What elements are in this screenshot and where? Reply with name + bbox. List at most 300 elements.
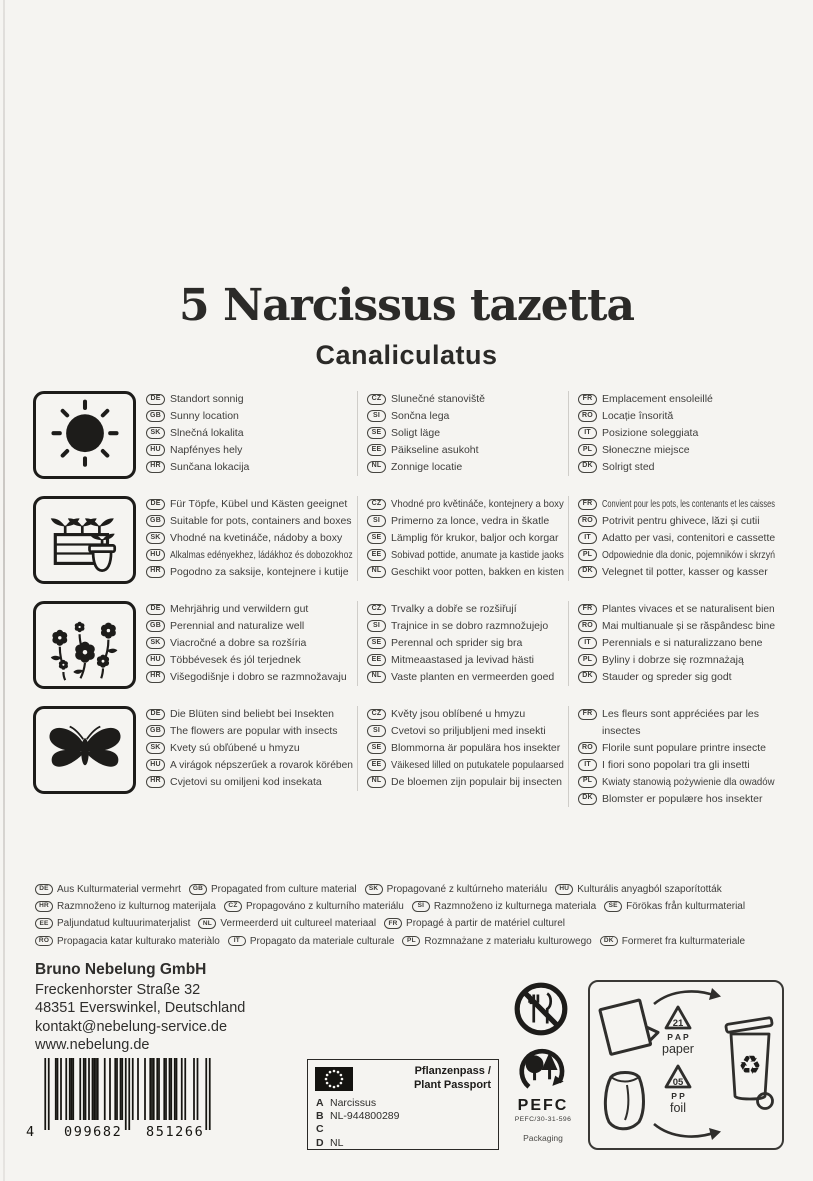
propagation-entry [224, 900, 404, 914]
country-code-badge: GB [146, 725, 165, 737]
entry-text: Razmnoženo iz kulturnega materiala [433, 901, 597, 913]
propagation-entry [384, 917, 565, 931]
country-code-badge: SI [412, 901, 430, 912]
propagation-entry [35, 900, 216, 914]
entry-text: Cvetovi so priljubljeni med insekti [391, 724, 546, 737]
country-code-badge: EE [367, 444, 386, 456]
entry-text: Für Töpfe, Kübel und Kästen geeignet [170, 498, 348, 510]
flowers-icon [33, 601, 136, 689]
pefc-name: PEFC [517, 1097, 569, 1114]
country-code-badge: GB [189, 884, 207, 895]
planter-icon [33, 496, 136, 584]
passport-row-value: NL-944800289 [330, 1110, 400, 1123]
language-entry [367, 425, 564, 442]
entry-text: Blommorna är populära hos insekter [391, 741, 561, 754]
passport-row [316, 1123, 490, 1136]
language-entry [146, 740, 353, 757]
language-entry [367, 391, 564, 408]
passport-row [316, 1137, 490, 1150]
entry-text: Cvjetovi su omiljeni kod insekata [170, 775, 322, 788]
country-code-badge: DK [578, 671, 597, 683]
company-block [35, 961, 245, 1055]
not-for-consumption-icon [512, 980, 570, 1043]
language-entry [367, 564, 564, 581]
eu-flag-icon [315, 1067, 353, 1091]
entry-text: Pogodno za saksije, kontejnere i kutije [170, 565, 349, 578]
company-street: Freckenhorster Straße 32 [35, 981, 201, 998]
language-entry [146, 618, 353, 635]
info-column [568, 601, 779, 686]
entry-text: Stauder og spreder sig godt [602, 670, 732, 683]
propagation-entry [35, 917, 190, 931]
country-code-badge: IT [578, 427, 597, 439]
pp-material: foil [670, 1101, 686, 1115]
language-entry [146, 391, 353, 408]
propagation-entry [35, 883, 181, 897]
entry-text: Solrigt sted [602, 460, 655, 473]
entry-text: Alkalmas edényekhez, ládákhoz és dobozokhoz [170, 548, 353, 561]
entry-text: Adatto per vasi, contenitori e cassette [602, 531, 776, 544]
language-entry [146, 635, 353, 652]
passport-row-value: NL [330, 1136, 344, 1149]
country-code-badge: NL [198, 918, 216, 929]
language-entry [578, 564, 775, 581]
country-code-badge: SI [367, 620, 386, 632]
product-variety: Canaliculatus [315, 340, 498, 370]
entry-text: Razmnoženo iz kulturnog materijala [57, 901, 216, 913]
info-column [568, 496, 779, 581]
country-code-badge: SK [365, 884, 383, 895]
entry-text: Slnečná lokalita [170, 426, 244, 439]
propagation-entry [35, 935, 220, 949]
entry-text: Trajnice in se dobro razmnožujejo [391, 619, 549, 632]
entry-text: Locație însorită [602, 409, 674, 422]
info-column [146, 391, 357, 476]
language-entry [578, 513, 775, 530]
pefc-logo-icon [506, 1044, 580, 1099]
propagation-entry [412, 900, 596, 914]
country-code-badge: CZ [367, 394, 386, 406]
entry-text: Kvety sú obľúbené u hmyzu [170, 741, 300, 754]
language-entry [146, 669, 353, 686]
info-row [33, 601, 785, 689]
country-code-badge: DK [578, 566, 597, 578]
country-code-badge: SK [146, 637, 165, 649]
entry-text: Propagated from culture material [210, 884, 357, 895]
entry-text: Propagé à partir de matériel culturel [406, 918, 566, 930]
language-entry [367, 757, 564, 774]
language-entry [146, 601, 353, 618]
entry-text: Trvalky a dobře se rozšiřují [391, 603, 517, 615]
language-entry [578, 601, 775, 618]
passport-row-value: Narcissus [330, 1097, 377, 1109]
info-column [357, 496, 568, 581]
propagation-entry [198, 917, 376, 931]
entry-text: Primerno za lonce, vedra in škatle [391, 514, 550, 527]
language-entry [578, 496, 775, 513]
entry-text: Byliny i dobrze się rozmnażają [602, 653, 744, 666]
propagation-line [35, 883, 783, 900]
country-code-badge: FR [578, 499, 597, 511]
country-code-badge: HU [555, 884, 573, 895]
language-entry [146, 757, 353, 774]
pap-number: 21 [672, 1018, 684, 1029]
country-code-badge: EE [367, 654, 386, 666]
entry-text: Formeret fra kulturmateriale [621, 935, 746, 947]
language-entry [578, 425, 775, 442]
country-code-badge: DK [578, 793, 597, 805]
language-entry [367, 513, 564, 530]
country-code-badge: HU [146, 549, 165, 561]
language-entry [146, 530, 353, 547]
country-code-badge: HR [35, 901, 53, 912]
country-code-badge: PL [578, 444, 597, 456]
info-column [146, 496, 357, 581]
country-code-badge: HR [146, 776, 165, 788]
language-entry [578, 547, 775, 564]
language-entry [367, 723, 564, 740]
entry-text: Mai multianuale și se răspândesc bine [602, 619, 776, 632]
language-entry [367, 618, 564, 635]
entry-text: Sobivad pottide, anumate ja kastide jaoks [391, 548, 564, 561]
country-code-badge: DE [35, 884, 53, 895]
entry-text: Mehrjährig und verwildern gut [170, 603, 309, 615]
language-entry [367, 652, 564, 669]
entry-text: Propagacia katar kulturako materiàlo [57, 935, 220, 947]
language-entry [367, 408, 564, 425]
language-entry [146, 442, 353, 459]
country-code-badge: HR [146, 461, 165, 473]
language-entry [578, 652, 775, 669]
entry-text: The flowers are popular with insects [170, 724, 338, 737]
entry-text: Květy jsou oblíbené u hmyzu [391, 708, 526, 720]
pp-number: 05 [672, 1077, 684, 1088]
entry-text: Velegnet til potter, kasser og kasser [602, 565, 768, 578]
propagation-entry [604, 900, 745, 914]
entry-text: Die Blüten sind beliebt bei Insekten [170, 708, 335, 720]
entry-text: Paljundatud kultuurimaterjalist [57, 918, 191, 930]
country-code-badge: FR [384, 918, 402, 929]
country-code-badge: IT [578, 759, 597, 771]
country-code-badge: FR [578, 604, 597, 616]
language-entry [146, 706, 353, 723]
country-code-badge: EE [35, 918, 53, 929]
country-code-badge: RO [578, 515, 597, 527]
entry-text: Convient pour les pots, les contenants et les caisses [602, 498, 775, 510]
entry-text: Florile sunt populare printre insecte [602, 741, 767, 754]
language-entry [578, 391, 775, 408]
info-column [357, 601, 568, 686]
passport-row [316, 1097, 490, 1110]
company-name: Bruno Nebelung GmbH [35, 961, 207, 978]
entry-text: Vhodné na kvetináče, nádoby a boxy [170, 531, 343, 544]
propagation-line [35, 900, 783, 917]
country-code-badge: SK [146, 427, 165, 439]
country-code-badge: SI [367, 410, 386, 422]
country-code-badge: EE [367, 759, 386, 771]
entry-text: Päikseline asukoht [391, 443, 479, 456]
entry-text: Sunčana lokacija [170, 460, 250, 473]
propagation-entry [189, 883, 357, 897]
info-column [357, 391, 568, 476]
info-row [33, 706, 785, 807]
passport-row-label: A [316, 1097, 324, 1109]
entry-text: Posizione soleggiata [602, 426, 699, 439]
product-title: 5 Narcissus tazetta [179, 280, 634, 331]
pp-code: P P [671, 1091, 685, 1101]
country-code-badge: DE [146, 499, 165, 511]
propagation-section [35, 883, 783, 952]
country-code-badge: SE [604, 901, 622, 912]
country-code-badge: PL [578, 654, 597, 666]
country-code-badge: HU [146, 444, 165, 456]
info-column [146, 706, 357, 791]
entry-text: Perennal och sprider sig bra [391, 636, 523, 649]
passport-rows [316, 1097, 490, 1150]
country-code-badge: NL [367, 461, 386, 473]
language-entry [146, 723, 353, 740]
barcode-digit-group: 4 [26, 1124, 36, 1140]
country-code-badge: PL [402, 936, 420, 947]
language-entry [367, 496, 564, 513]
entry-text: Soligt läge [391, 426, 441, 439]
country-code-badge: SE [367, 532, 386, 544]
language-entry [578, 706, 775, 740]
entry-text: Sunny location [170, 409, 239, 422]
country-code-badge: SE [367, 427, 386, 439]
entry-text: A virágok népszerűek a rovarok körében [170, 758, 353, 771]
country-code-badge: DE [146, 604, 165, 616]
entry-text: Vaste planten en vermeerden goed [391, 670, 555, 683]
language-entry [146, 774, 353, 791]
country-code-badge: GB [146, 410, 165, 422]
pap-code: P A P [667, 1032, 689, 1042]
propagation-line [35, 917, 783, 934]
entry-text: Mitmeaastased ja levivad hästi [391, 653, 534, 666]
country-code-badge: DK [578, 461, 597, 473]
entry-text: Kulturális anyagból szaporították [577, 884, 722, 895]
language-entry [367, 601, 564, 618]
language-entry [578, 757, 775, 774]
country-code-badge: CZ [367, 499, 386, 511]
language-entry [367, 530, 564, 547]
country-code-badge: IT [228, 936, 246, 947]
country-code-badge: NL [367, 671, 386, 683]
country-code-badge: HU [146, 759, 165, 771]
info-column [357, 706, 568, 791]
country-code-badge: DE [146, 709, 165, 721]
country-code-badge: HR [146, 671, 165, 683]
country-code-badge: IT [578, 637, 597, 649]
foil-bag-icon [605, 1073, 643, 1129]
passport-row-label: D [316, 1136, 324, 1149]
language-entry [146, 547, 353, 564]
propagation-entry [228, 935, 395, 949]
propagation-line [35, 935, 783, 952]
country-code-badge: SE [367, 637, 386, 649]
country-code-badge: EE [367, 549, 386, 561]
barcode-digit-group: 099682 [64, 1124, 123, 1140]
barcode-digit-group: 851266 [146, 1124, 205, 1140]
country-code-badge: RO [578, 620, 597, 632]
info-column [568, 706, 779, 807]
language-entry [367, 442, 564, 459]
country-code-badge: DK [600, 936, 618, 947]
language-entry [578, 530, 775, 547]
propagation-entry [402, 935, 591, 949]
entry-text: Standort sonnig [170, 393, 244, 405]
country-code-badge: CZ [367, 604, 386, 616]
country-code-badge: NL [367, 776, 386, 788]
info-rows [33, 391, 785, 824]
country-code-badge: IT [578, 532, 597, 544]
entry-text: Väikesed lilled on putukatele populaarsed [391, 758, 564, 771]
entry-text: Sončna lega [391, 409, 450, 422]
propagation-entry [365, 883, 548, 897]
country-code-badge: RO [578, 742, 597, 754]
passport-row-label: C [316, 1123, 324, 1136]
entry-text: Blomster er populære hos insekter [602, 792, 763, 805]
language-entry [146, 425, 353, 442]
language-entry [578, 740, 775, 757]
ean-barcode [26, 1058, 226, 1150]
language-entry [578, 669, 775, 686]
propagation-entry [600, 935, 745, 949]
country-code-badge: GB [146, 620, 165, 632]
entry-text: Propagato da materiale culturale [249, 935, 395, 947]
entry-text: Potrivit pentru ghivece, lăzi și cutii [602, 514, 760, 527]
entry-text: Propagováno z kulturního materiálu [245, 901, 404, 913]
entry-text: Többévesek és jól terjednek [170, 653, 301, 666]
language-entry [578, 618, 775, 635]
entry-text: Geschikt voor potten, bakken en kisten [391, 565, 564, 578]
wheelie-bin-icon [726, 1017, 773, 1108]
company-website: www.nebelung.de [35, 1037, 150, 1054]
info-column [568, 391, 779, 476]
language-entry [146, 652, 353, 669]
entry-text: Lämplig för krukor, baljor och korgar [391, 531, 559, 544]
language-entry [146, 513, 353, 530]
info-row [33, 496, 785, 584]
language-entry [367, 547, 564, 564]
passport-row [316, 1110, 490, 1123]
barcode-bars [44, 1058, 211, 1132]
language-entry [146, 408, 353, 425]
country-code-badge: SI [367, 515, 386, 527]
entry-text: Odpowiednie dla donic, pojemników i skrzyń [602, 548, 776, 561]
entry-text: Napfényes hely [170, 443, 243, 456]
language-entry [146, 564, 353, 581]
entry-text: I fiori sono popolari tra gli insetti [602, 758, 750, 771]
entry-text: Förökas från kulturmaterial [626, 901, 746, 913]
pefc-note: Packaging [523, 1133, 563, 1143]
entry-text: Propagované z kultúrneho materiálu [386, 884, 548, 895]
entry-text: Višegodišnje i dobro se razmnožavaju [170, 670, 347, 683]
company-city: 48351 Everswinkel, Deutschland [35, 1000, 246, 1017]
language-entry [367, 774, 564, 791]
country-code-badge: GB [146, 515, 165, 527]
language-entry [578, 791, 775, 808]
country-code-badge: NL [367, 566, 386, 578]
company-email: kontakt@nebelung-service.de [35, 1018, 228, 1035]
language-entry [146, 459, 353, 476]
language-entry [367, 459, 564, 476]
paper-sheet-icon [600, 997, 661, 1054]
sun-icon [33, 391, 136, 479]
entry-text: Zonnige locatie [391, 460, 463, 473]
entry-text: Kwiaty stanowią pożywienie dla owadów [602, 775, 775, 788]
entry-text: Perennials e si naturalizzano bene [602, 636, 763, 649]
country-code-badge: HU [146, 654, 165, 666]
entry-text: Slunečné stanoviště [391, 393, 485, 405]
entry-text: Suitable for pots, containers and boxes [170, 514, 352, 527]
passport-title-de: Pflanzenpass / [414, 1065, 491, 1077]
entry-text: Vermeerderd uit cultureel materiaal [220, 918, 377, 930]
info-row [33, 391, 785, 479]
country-code-badge: CZ [224, 901, 242, 912]
country-code-badge: SK [146, 532, 165, 544]
butterfly-icon [33, 706, 136, 794]
entry-text: Plantes vivaces et se naturalisent bien [602, 603, 775, 615]
entry-text: De bloemen zijn populair bij insecten [391, 775, 563, 788]
country-code-badge: RO [578, 410, 597, 422]
language-entry [146, 496, 353, 513]
country-code-badge: SE [367, 742, 386, 754]
country-code-badge: PL [578, 549, 597, 561]
country-code-badge: RO [35, 936, 53, 947]
country-code-badge: DE [146, 394, 165, 406]
passport-row-label: B [316, 1110, 324, 1123]
entry-text: Les fleurs sont appréciées par les insectes [602, 708, 760, 737]
entry-text: Aus Kulturmaterial vermehrt [57, 884, 181, 895]
pefc-certification [506, 1044, 580, 1143]
svg-text:♻: ♻ [738, 1051, 762, 1081]
country-code-badge: SI [367, 725, 386, 737]
entry-text: Vhodné pro květináče, kontejnery a boxy [391, 498, 564, 510]
recycle-arrow-bottom-icon [654, 1124, 721, 1140]
country-code-badge: FR [578, 394, 597, 406]
pefc-code: PEFC/30-31-596 [514, 1116, 572, 1123]
entry-text: Perennial and naturalize well [170, 619, 305, 632]
country-code-badge: FR [578, 709, 597, 721]
language-entry [578, 774, 775, 791]
language-entry [367, 635, 564, 652]
passport-title-en: Plant Passport [413, 1078, 491, 1091]
entry-text: Viacročné a dobre sa rozšíria [170, 636, 307, 649]
language-entry [367, 740, 564, 757]
language-entry [578, 635, 775, 652]
entry-text: Rozmnażane z materiału kulturowego [424, 935, 592, 947]
plant-passport-box [307, 1059, 499, 1150]
language-entry [367, 706, 564, 723]
language-entry [367, 669, 564, 686]
entry-text: Emplacement ensoleillé [602, 393, 713, 405]
entry-text: Słoneczne miejsce [602, 443, 690, 456]
recycle-arrow-top-icon [654, 988, 721, 1004]
country-code-badge: SK [146, 742, 165, 754]
plant-passport-title [414, 1065, 491, 1092]
country-code-badge: CZ [367, 709, 386, 721]
recycling-instructions-box [588, 980, 784, 1150]
info-column [146, 601, 357, 686]
country-code-badge: PL [578, 776, 597, 788]
language-entry [578, 459, 775, 476]
propagation-entry [555, 883, 722, 897]
country-code-badge: HR [146, 566, 165, 578]
language-entry [578, 408, 775, 425]
language-entry [578, 442, 775, 459]
pap-material: paper [662, 1042, 694, 1056]
